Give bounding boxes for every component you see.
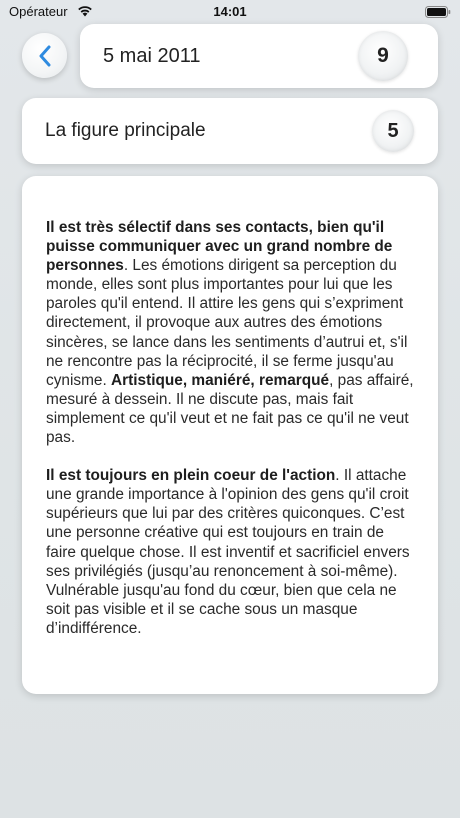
description-text bbox=[46, 218, 418, 657]
emphasis-text: Il est toujours en plein coeur de l'action bbox=[46, 467, 336, 485]
description-card bbox=[22, 176, 438, 694]
description-paragraph-2 bbox=[46, 466, 418, 638]
figure-number-badge: 5 bbox=[372, 110, 414, 152]
chevron-left-icon bbox=[38, 45, 52, 67]
body-text: , pas affairé, mesuré à dessein. Il ne discute pas, mais fait simplement ce qu'il veut et ne fait pas ce qu'il ne veut pas. bbox=[46, 371, 414, 447]
status-bar bbox=[0, 0, 460, 24]
battery-icon bbox=[425, 6, 451, 18]
emphasis-text: Artistique, maniéré, remarqué bbox=[111, 371, 330, 389]
body-text: . Il attache une grande importance à l'opinion des gens qu'il croit supérieurs que lui par des critères quiconques. C’est une personne créative qui est toujours en train de faire quelque chose. Il est inventif et sacrificiel envers ses privilégiés (jusqu’au renoncement à soi-même). Vulnérable jusqu'au fond du cœur, bien que cela ne soit pas visible et il se cache sous un masque d’indifférence. bbox=[46, 467, 410, 637]
figure-title-card bbox=[22, 98, 438, 164]
date-number-badge: 9 bbox=[358, 31, 408, 81]
emphasis-text: Il est très sélectif dans ses contacts, bien qu'il puisse communiquer avec un grand nombre de personnes bbox=[46, 219, 393, 275]
date-card[interactable] bbox=[80, 24, 438, 88]
description-paragraph-1 bbox=[46, 218, 418, 447]
carrier-label: Opérateur bbox=[9, 4, 68, 19]
date-label: 5 mai 2011 bbox=[103, 45, 201, 67]
back-button[interactable] bbox=[22, 33, 67, 78]
figure-title: La figure principale bbox=[45, 120, 206, 141]
body-text: . Les émotions dirigent sa perception du monde, elles sont plus importantes pour lui que les paroles qu'il entend. Il attire les gens qui s’expriment directement, il provoque aux autres des émotions sincères, se lance dans les sentiments d’autrui et, s'il ne rencontre pas la réciprocité, il se ferme jusqu'au cynisme. bbox=[46, 257, 408, 389]
status-time: 14:01 bbox=[213, 4, 247, 19]
